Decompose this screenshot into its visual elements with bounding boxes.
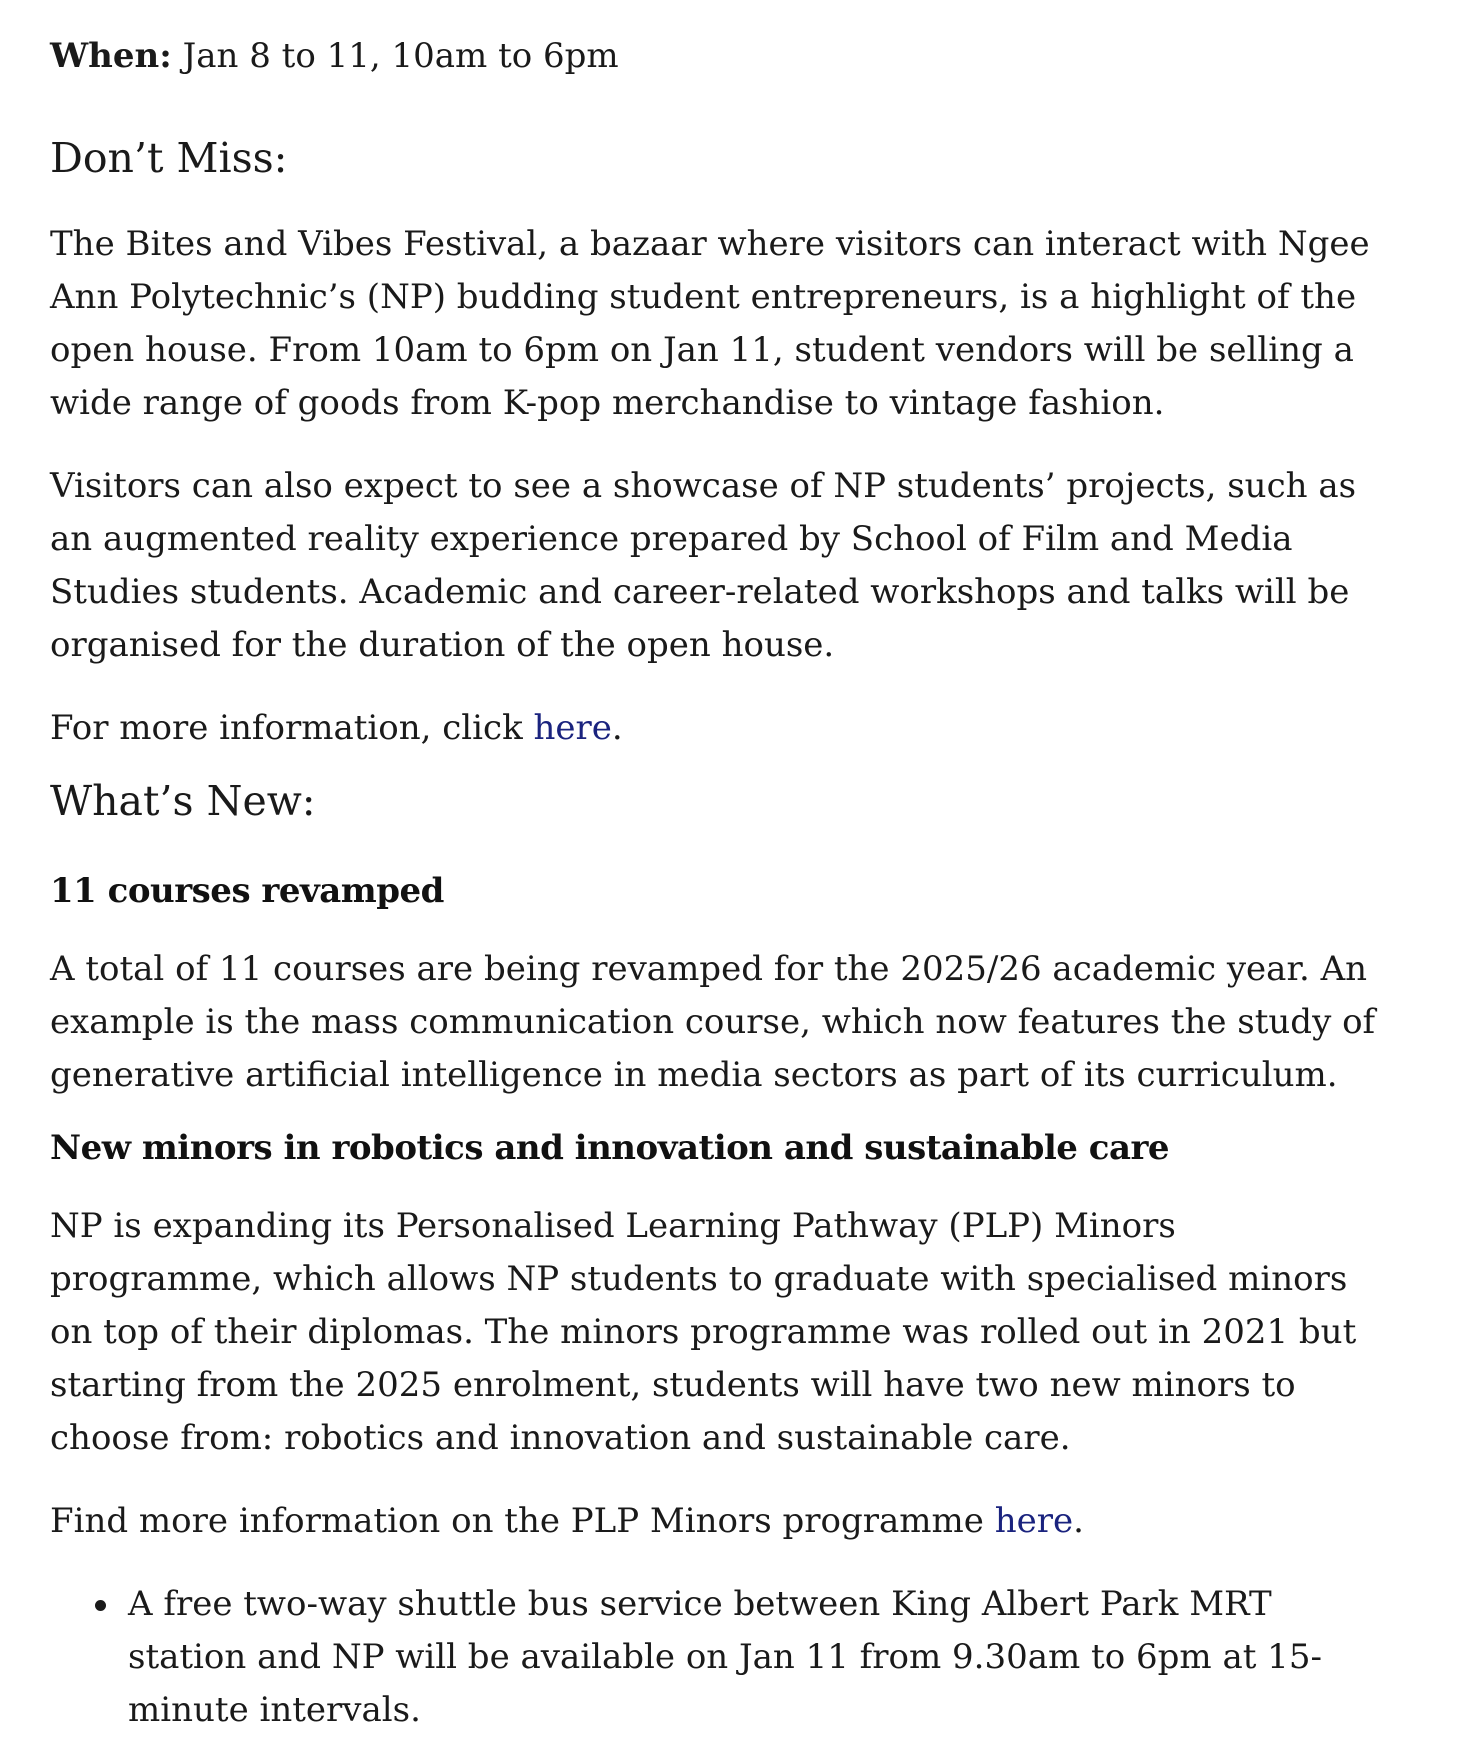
when-label: When: [50,36,172,76]
dont-miss-paragraph-festival: The Bites and Vibes Festival, a bazaar where visitors can interact with Ngee Ann Polytechnic’s (NP) budding student entrepreneurs, is a highlight of the open house. From 10am to 6pm on Jan 11, student vendors will be selling a wide range of goods from K-pop merchandise to vintage fashion. [50,224,1370,423]
plp-more-info-suffix: . [1073,1501,1084,1541]
courses-revamped-heading: 11 courses revamped [50,871,444,911]
more-info-link[interactable]: here [533,708,612,748]
whats-new-heading: What’s New: [50,777,316,825]
dont-miss-more-info [50,702,1396,755]
plp-more-info [50,1495,1396,1548]
dont-miss-paragraph-showcase: Visitors can also expect to see a showcase of NP students’ projects, such as an augmented reality experience prepared by School of Film and Media Studies students. Academic and career-related workshops and talks will be organised for the duration of the open house. [50,466,1357,665]
dont-miss-heading: Don’t Miss: [50,134,288,182]
courses-revamped-paragraph: A total of 11 courses are being revamped for the 2025/26 academic year. An example is the mass communication course, which now features the study of generative artificial intelligence in media sectors as part of its curriculum. [50,949,1376,1095]
new-minors-paragraph: NP is expanding its Personalised Learning Pathway (PLP) Minors programme, which allows NP students to graduate with specialised minors on top of their diplomas. The minors programme was rolled out in 2021 but starting from the 2025 enrolment, students will have two new minors to choose from: robotics and innovation and sustainable care. [50,1206,1357,1458]
more-info-prefix: For more information, click [50,708,534,748]
info-bullet-list [50,1578,1396,1737]
bullet-dot-icon [95,1600,106,1611]
plp-more-info-link[interactable]: here [994,1501,1074,1541]
list-item-shuttle-bus [128,1578,1396,1737]
when-value: Jan 8 to 11, 10am to 6pm [182,36,619,76]
event-when-line [50,20,1396,92]
list-item-text: A free two-way shuttle bus service between King Albert Park MRT station and NP will be available on Jan 11 from 9.30am to 6pm at 15-minute intervals. [128,1584,1322,1730]
new-minors-heading: New minors in robotics and innovation and sustainable care [50,1128,1170,1168]
plp-more-info-prefix: Find more information on the PLP Minors programme [50,1501,995,1541]
more-info-suffix: . [611,708,623,748]
